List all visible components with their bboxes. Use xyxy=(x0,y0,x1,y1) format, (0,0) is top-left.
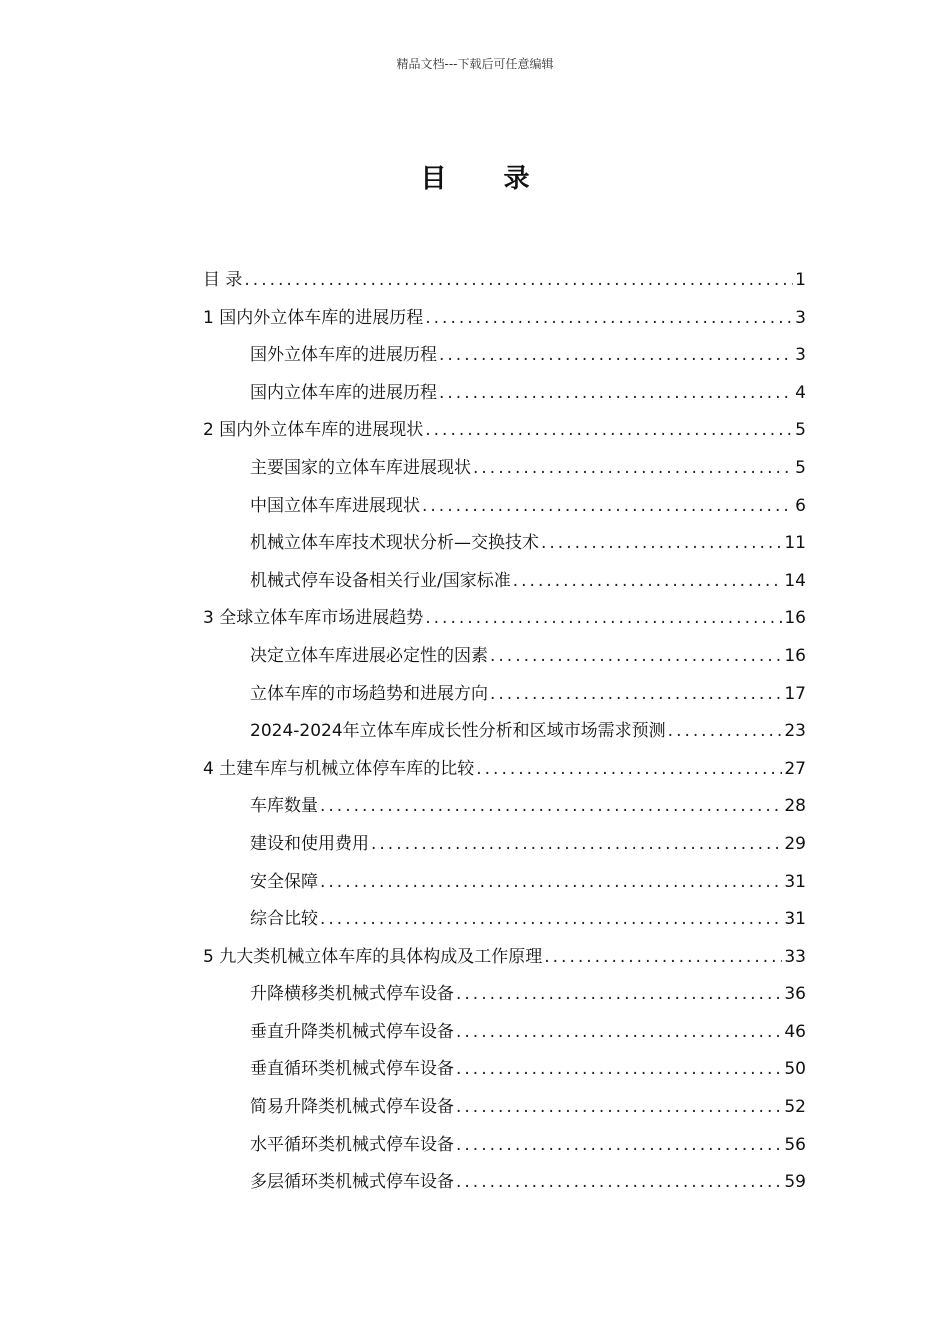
toc-leader-dots xyxy=(541,525,782,563)
toc-entry-title: 车库数量 xyxy=(250,796,318,817)
toc-leader-dots xyxy=(490,638,782,676)
toc-page-number: 33 xyxy=(784,946,806,967)
toc-entry[interactable] xyxy=(203,1127,806,1165)
toc-entry-title: 机械立体车库技术现状分析—交换技术 xyxy=(250,533,539,554)
toc-page-number: 5 xyxy=(795,420,806,441)
toc-page-number: 11 xyxy=(784,533,806,554)
toc-entry-title: 简易升降类机械式停车设备 xyxy=(250,1097,454,1118)
toc-leader-dots xyxy=(544,939,782,977)
toc-page-number: 5 xyxy=(795,457,806,478)
toc-page-number: 17 xyxy=(784,683,806,704)
toc-entry[interactable] xyxy=(203,939,806,977)
toc-entry-title: 机械式停车设备相关行业/国家标准 xyxy=(250,570,511,591)
toc-entry[interactable] xyxy=(203,713,806,751)
toc-leader-dots xyxy=(371,826,782,864)
page-header: 精品文档---下载后可任意编辑 xyxy=(396,57,554,71)
toc-leader-dots xyxy=(439,375,793,413)
toc-page-number: 3 xyxy=(795,345,806,366)
toc-entry-title: 5 九大类机械立体车库的具体构成及工作原理 xyxy=(203,946,543,967)
toc-leader-dots xyxy=(456,1127,782,1165)
toc-leader-dots xyxy=(668,713,783,751)
toc-entry-title: 多层循环类机械式停车设备 xyxy=(250,1172,454,1193)
toc-entry-title: 3 全球立体车库市场进展趋势 xyxy=(203,608,424,629)
toc-page-number: 16 xyxy=(784,645,806,666)
toc-entry[interactable] xyxy=(203,375,806,413)
toc-page-number: 14 xyxy=(784,570,806,591)
toc-page-number: 50 xyxy=(784,1059,806,1080)
toc-entry[interactable] xyxy=(203,1164,806,1202)
toc-entry[interactable] xyxy=(203,525,806,563)
toc-leader-dots xyxy=(473,450,793,488)
toc-leader-dots xyxy=(320,901,782,939)
toc-entry-title: 2024-2024年立体车库成长性分析和区域市场需求预测 xyxy=(250,721,666,742)
page-title: 目 录 xyxy=(420,164,554,194)
toc-page-number: 36 xyxy=(784,984,806,1005)
toc-entry[interactable] xyxy=(203,412,806,450)
toc-leader-dots xyxy=(320,864,782,902)
toc-entry-title: 1 国内外立体车库的进展历程 xyxy=(203,307,424,328)
toc-entry-title: 综合比较 xyxy=(250,909,318,930)
toc-page-number: 56 xyxy=(784,1134,806,1155)
toc-entry-title: 建设和使用费用 xyxy=(250,833,369,854)
toc-page-number: 52 xyxy=(784,1097,806,1118)
toc-leader-dots xyxy=(320,788,782,826)
toc-entry[interactable] xyxy=(203,826,806,864)
toc-entry[interactable] xyxy=(203,901,806,939)
toc-leader-dots xyxy=(425,600,782,638)
toc-page-number: 1 xyxy=(795,270,806,290)
toc-entry[interactable] xyxy=(203,788,806,826)
toc-entry-title: 国外立体车库的进展历程 xyxy=(250,345,437,366)
toc-page-number: 4 xyxy=(795,382,806,403)
toc-entry[interactable] xyxy=(203,676,806,714)
toc-leader-dots xyxy=(244,262,793,300)
toc-leader-dots xyxy=(439,337,793,375)
toc-entry[interactable] xyxy=(203,1089,806,1127)
toc-leader-dots xyxy=(456,1164,782,1202)
toc-entry[interactable] xyxy=(203,337,806,375)
toc-entry[interactable] xyxy=(203,488,806,526)
toc-entry[interactable] xyxy=(203,864,806,902)
toc-entry[interactable] xyxy=(203,638,806,676)
toc-entry-title: 垂直循环类机械式停车设备 xyxy=(250,1059,454,1080)
toc-entry[interactable] xyxy=(203,976,806,1014)
toc-page-number: 59 xyxy=(784,1172,806,1193)
toc-page-number: 16 xyxy=(784,608,806,629)
toc-entry[interactable] xyxy=(203,300,806,338)
toc-page-number: 31 xyxy=(784,871,806,892)
toc-leader-dots xyxy=(490,676,782,714)
toc-leader-dots xyxy=(513,563,783,601)
toc-entry[interactable] xyxy=(203,563,806,601)
toc-entry[interactable] xyxy=(203,1051,806,1089)
toc-page-number: 6 xyxy=(795,495,806,516)
toc-entry-title: 升降横移类机械式停车设备 xyxy=(250,984,454,1005)
toc-entry[interactable] xyxy=(203,1014,806,1052)
toc-entry[interactable] xyxy=(203,751,806,789)
toc-page-number: 31 xyxy=(784,909,806,930)
toc-page-number: 46 xyxy=(784,1021,806,1042)
toc-leader-dots xyxy=(422,488,793,526)
toc-page-number: 3 xyxy=(795,307,806,328)
toc-leader-dots xyxy=(476,751,782,789)
toc-entry-title: 立体车库的市场趋势和进展方向 xyxy=(250,683,488,704)
toc-page-number: 28 xyxy=(784,796,806,817)
toc-entry-title: 垂直升降类机械式停车设备 xyxy=(250,1021,454,1042)
table-of-contents xyxy=(203,262,806,1202)
toc-leader-dots xyxy=(456,1014,782,1052)
toc-leader-dots xyxy=(456,976,782,1014)
toc-entry-title: 2 国内外立体车库的进展现状 xyxy=(203,420,424,441)
toc-entry[interactable] xyxy=(203,450,806,488)
toc-entry-title: 安全保障 xyxy=(250,871,318,892)
toc-page-number: 23 xyxy=(784,721,806,742)
toc-leader-dots xyxy=(425,300,793,338)
toc-leader-dots xyxy=(456,1051,782,1089)
toc-entry-title: 水平循环类机械式停车设备 xyxy=(250,1134,454,1155)
toc-page-number: 29 xyxy=(784,833,806,854)
toc-entry-title: 4 土建车库与机械立体停车库的比较 xyxy=(203,758,475,779)
toc-entry-title: 目 录 xyxy=(203,270,243,290)
toc-leader-dots xyxy=(425,412,793,450)
toc-entry-title: 中国立体车库进展现状 xyxy=(250,495,420,516)
toc-page-number: 27 xyxy=(784,758,806,779)
toc-entry-title: 决定立体车库进展必定性的因素 xyxy=(250,645,488,666)
toc-entry-title: 主要国家的立体车库进展现状 xyxy=(250,457,471,478)
toc-entry-title: 国内立体车库的进展历程 xyxy=(250,382,437,403)
toc-entry[interactable] xyxy=(203,600,806,638)
toc-leader-dots xyxy=(456,1089,782,1127)
toc-entry[interactable] xyxy=(203,262,806,300)
